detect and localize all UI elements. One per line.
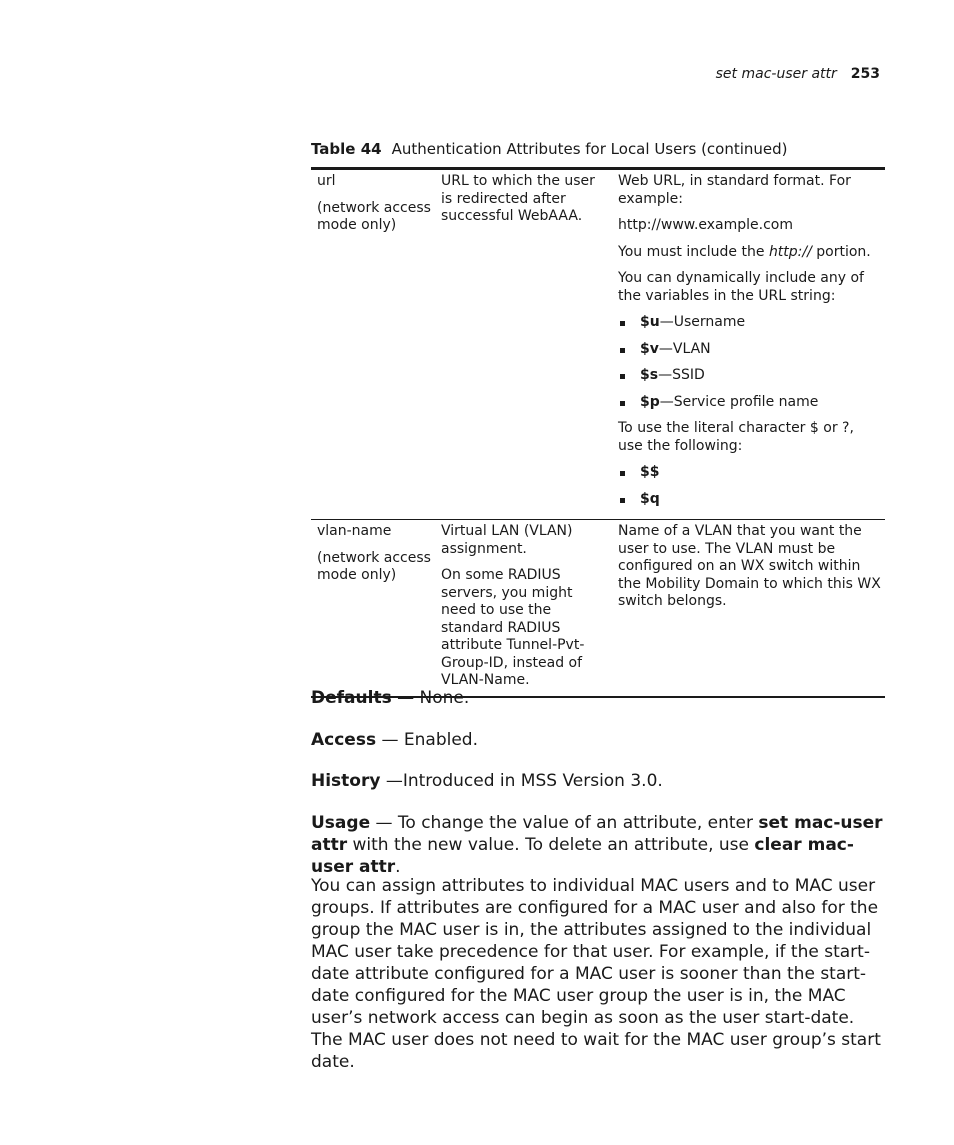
valid-value-cell: [612, 169, 885, 520]
defaults-line: [311, 687, 891, 709]
description-cell: [435, 169, 612, 520]
usage-text: — To change the value of an attribute, enter: [370, 813, 759, 833]
variable-desc: —VLAN: [658, 340, 711, 357]
must-include-text: You must include the: [618, 243, 769, 260]
defaults-label: Defaults: [311, 688, 392, 708]
access-label: Access: [311, 730, 377, 750]
variable-desc: —Username: [659, 314, 746, 330]
section-title: set mac-user attr: [715, 66, 837, 82]
table-caption-text: Authentication Attributes for Local Users (continued): [391, 140, 788, 158]
value-text: Name of a VLAN that you want the user to use. The VLAN must be configured on an WX switch within the Mobility Domain to which this WX switch belongs.: [618, 523, 881, 609]
variable-desc: —Service profile name: [659, 393, 819, 410]
variable-code: $u: [640, 314, 660, 330]
variable-code: $v: [640, 340, 659, 357]
attribute-description: Virtual LAN (VLAN) assignment.: [441, 523, 573, 557]
value-dynamic: You can dynamically include any of the variables in the URL string:: [618, 270, 864, 304]
list-item: [618, 394, 881, 412]
usage-label: Usage: [311, 813, 371, 833]
attributes-table: [311, 167, 885, 698]
value-literal: To use the literal character $ or ?, use the following:: [618, 420, 854, 454]
history-line: [311, 770, 891, 792]
table-row-url: [311, 169, 885, 520]
attribute-description-note: On some RADIUS servers, you might need to use the standard RADIUS attribute Tunnel-Pvt-Group-ID, instead of VLAN-Name.: [441, 567, 585, 688]
list-item: [618, 367, 881, 385]
list-item: [618, 314, 881, 332]
description-cell: [435, 520, 612, 697]
value-must-include: [618, 244, 881, 262]
history-label: History: [311, 771, 381, 791]
usage-text: with the new value. To delete an attribute, use: [347, 835, 755, 855]
usage-text: .: [395, 857, 401, 877]
attribute-description: URL to which the user is redirected after successful WebAAA.: [441, 173, 595, 224]
body-paragraph: You can assign attributes to individual MAC users and to MAC user groups. If attributes are configured for a MAC user and also for the group the MAC user is in, the attributes assigned to the individual MAC user take precedence for that user. For example, if the start-date attribute configured for a MAC user is sooner than the start-date configured for the MAC user group the user is in, the MAC user’s network access can begin as soon as the user start-date. The MAC user does not need to wait for the MAC user group’s start date.: [311, 876, 881, 1072]
variable-code: $s: [640, 367, 659, 383]
access-line: [311, 729, 891, 751]
value-example: http://www.example.com: [618, 217, 794, 233]
usage-command: clear mac-user attr: [311, 835, 854, 877]
table-caption: [311, 140, 886, 158]
table-caption-label: Table 44: [311, 140, 382, 158]
page-number: 253: [850, 66, 880, 82]
attribute-cell: [311, 520, 435, 697]
attribute-cell: [311, 169, 435, 520]
list-item: [618, 491, 881, 509]
valid-value-cell: [612, 520, 885, 697]
variable-list: [618, 314, 881, 411]
literal-code: $$: [640, 464, 660, 480]
table-row-vlan-name: [311, 520, 885, 697]
literal-list: [618, 464, 881, 508]
usage-command: set mac-user attr: [311, 813, 883, 855]
defaults-text: — None.: [391, 688, 470, 708]
list-item: [618, 464, 881, 482]
running-header: [716, 66, 880, 82]
value-intro: Web URL, in standard format. For example:: [618, 173, 851, 207]
attribute-name: url: [317, 173, 336, 189]
attribute-name: vlan-name: [317, 523, 392, 539]
history-text: —Introduced in MSS Version 3.0.: [380, 771, 663, 791]
variable-code: $p: [640, 393, 660, 410]
attribute-note: (network access mode only): [317, 549, 431, 583]
usage-paragraph: [311, 812, 891, 878]
literal-code: $q: [640, 490, 660, 507]
list-item: [618, 341, 881, 359]
must-include-emphasis: http://: [768, 243, 812, 260]
access-text: — Enabled.: [376, 730, 478, 750]
variable-desc: —SSID: [658, 367, 705, 383]
must-include-text-end: portion.: [811, 243, 871, 260]
attribute-note: (network access mode only): [317, 199, 431, 233]
